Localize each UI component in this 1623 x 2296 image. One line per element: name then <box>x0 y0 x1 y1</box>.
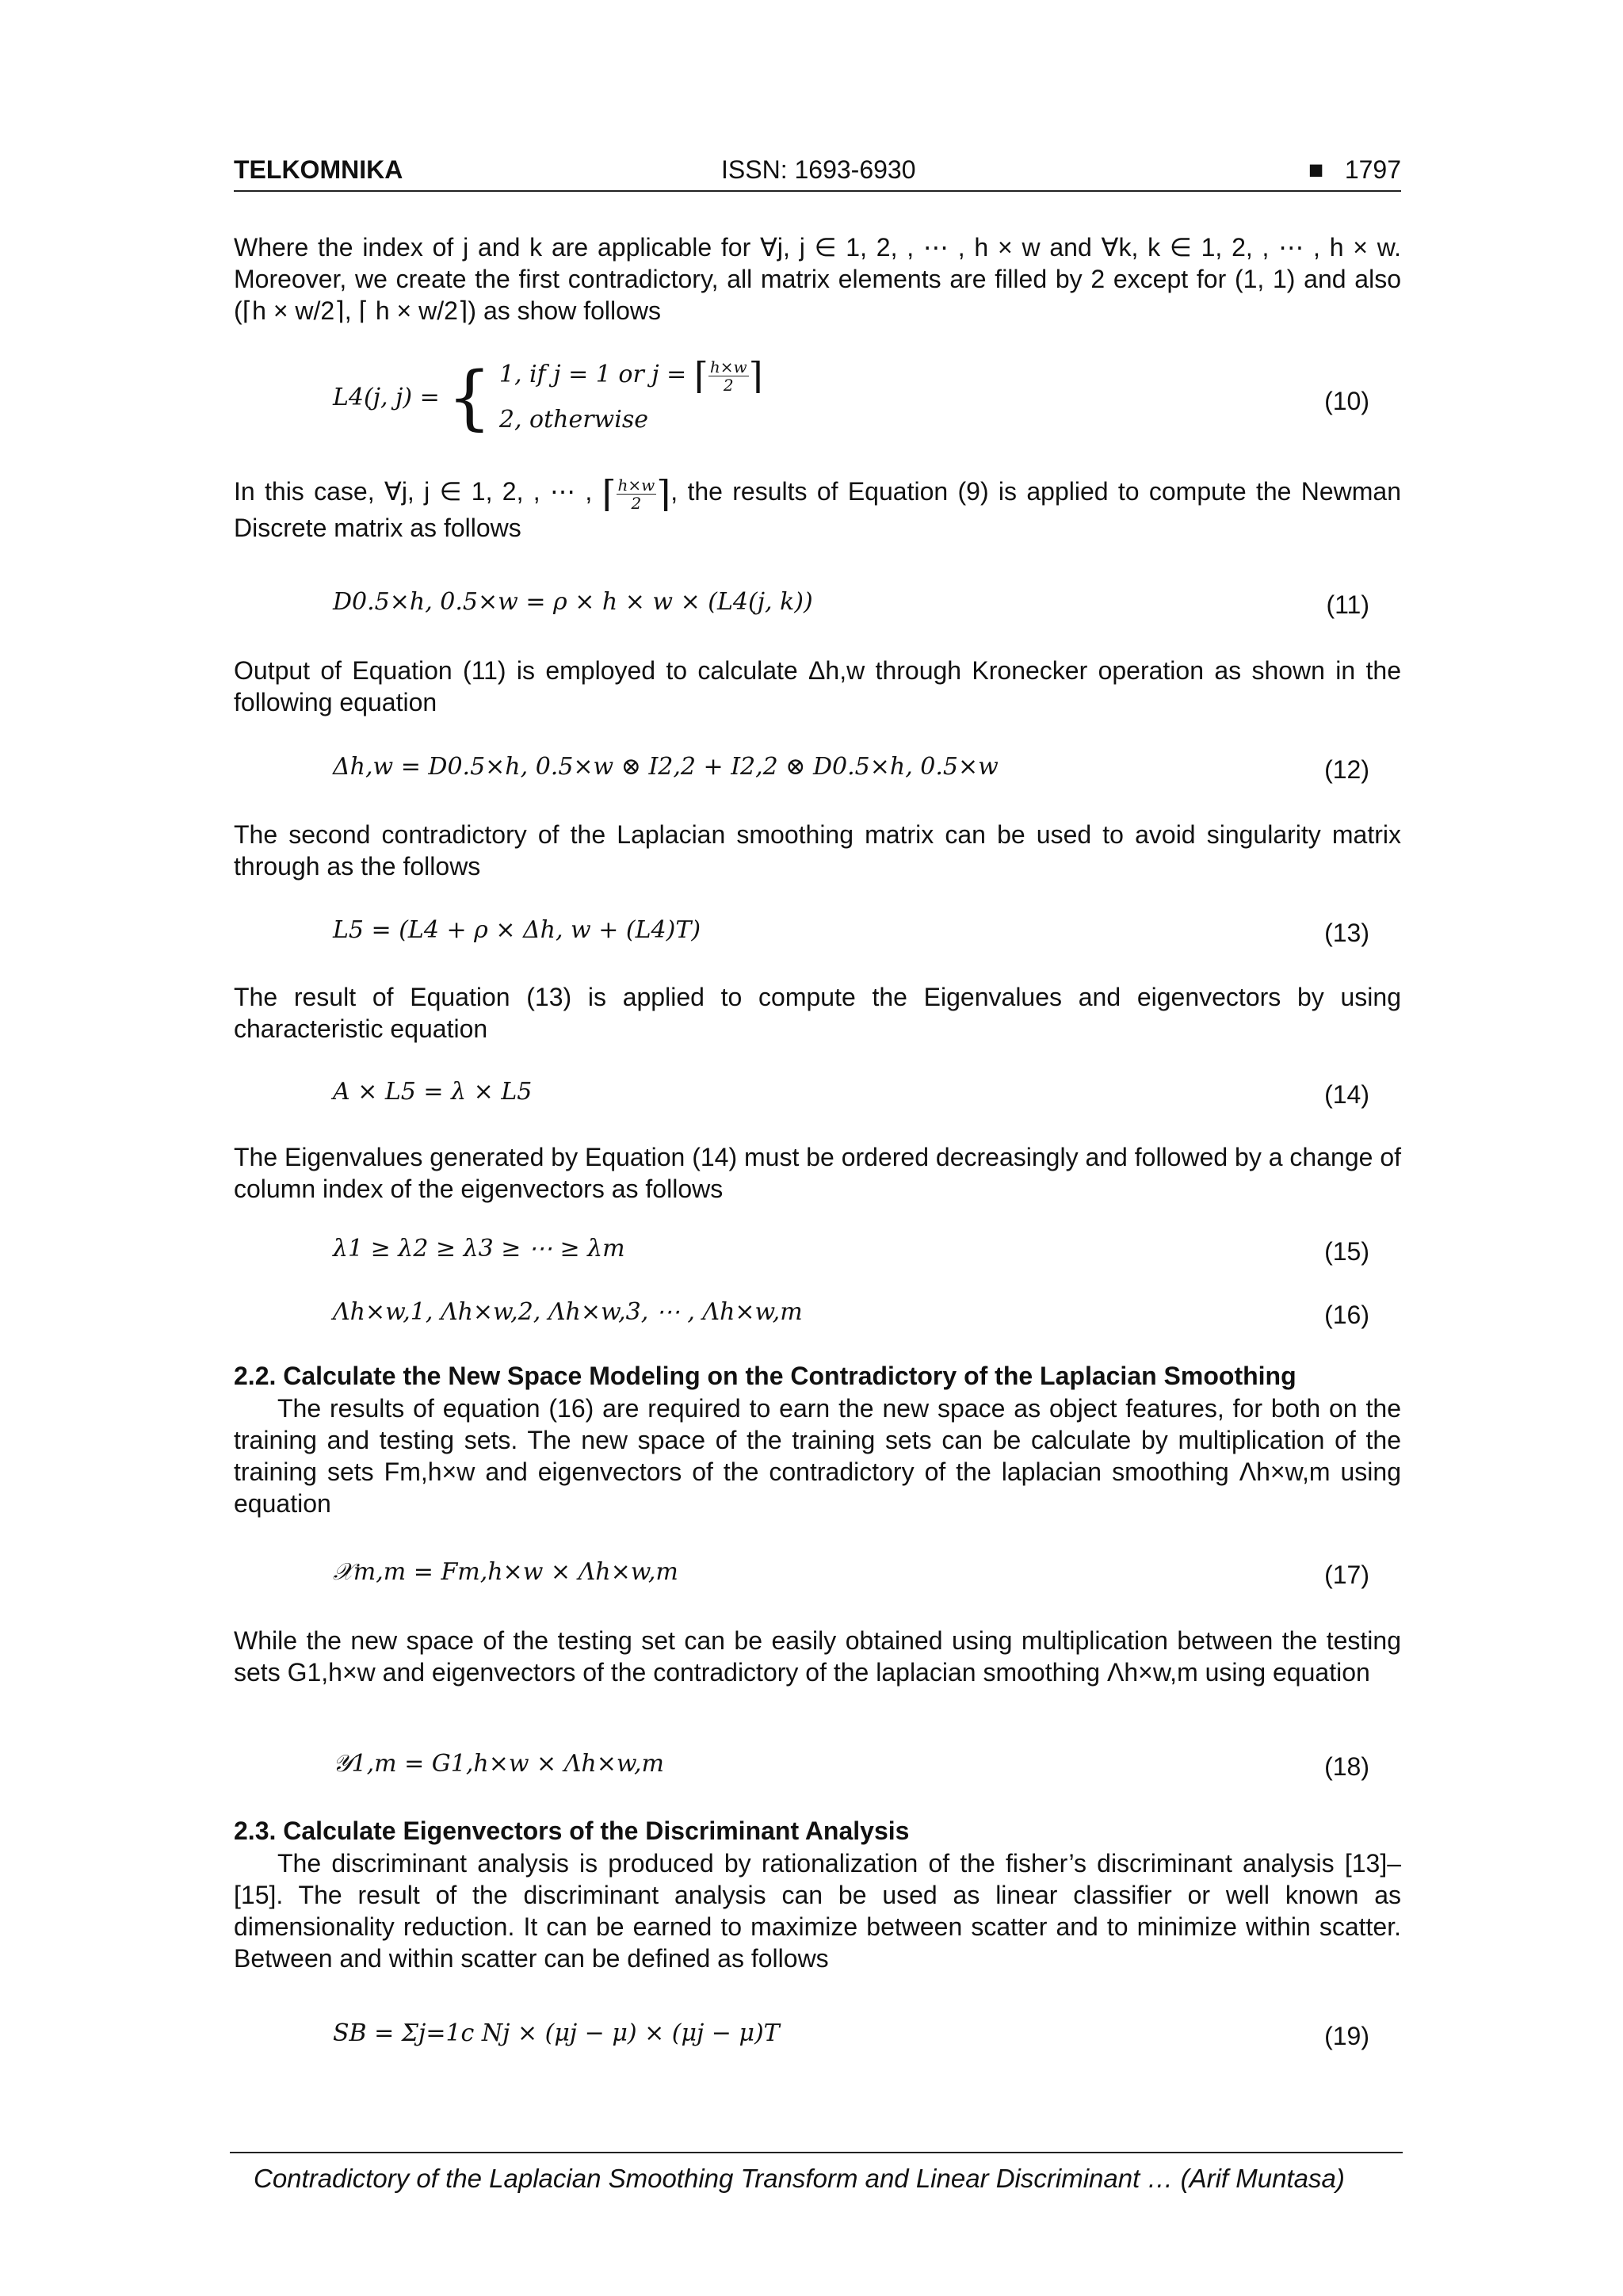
equation-13: L5 = (L4 + ρ × Δh, w + (L4)T) <box>333 916 701 944</box>
section-heading-2-3: 2.3. Calculate Eigenvectors of the Discriminant Analysis <box>234 1817 910 1845</box>
equation-10: L4(j, j) = { 1, if j = 1 or j = ⌈ $\frac{h\times w}{2}$ ⌉ 2, otherwise <box>333 354 763 438</box>
equation-number-18: (18) <box>1324 1752 1369 1781</box>
journal-name: TELKOMNIKA <box>234 155 403 184</box>
equation-number-10: (10) <box>1324 387 1369 415</box>
equation-number-12: (12) <box>1324 755 1369 784</box>
paragraph-6: The Eigenvalues generated by Equation (14) must be ordered decreasingly and followed by a change of column index of the eigenvectors as follows <box>234 1143 1401 1203</box>
footer-rule <box>230 2152 1403 2153</box>
equation-17: 𝒳m,m = Fm,h×w × Λh×w,m <box>333 1558 678 1586</box>
section-heading-2-2: 2.2. Calculate the New Space Modeling on the Contradictory of the Laplacian Smoothing <box>234 1362 1296 1390</box>
paragraph-5: The result of Equation (13) is applied to compute the Eigenvalues and eigenvectors by using characteristic equation <box>234 983 1401 1043</box>
paragraph-7: The results of equation (16) are required to earn the new space as object features, for both on the training and testing sets. The new space of the training sets can be calculate by multiplication of the training sets Fm,h×w and eigenvectors of the contradictory of the laplacian smoothing Λh×w,m using equation <box>234 1394 1401 1518</box>
paragraph-1: Where the index of j and k are applicable for ∀j, j ∈ 1, 2, , ⋯ , h × w and ∀k, k ∈ 1, 2, , ⋯ , h × w. Moreover, we create the first contradictory, all matrix elements are filled by 2 except for (1, 1) and also (⌈h × w/2⌉, ⌈ h × w/2⌉) as show follows <box>234 233 1401 325</box>
equation-16: Λh×w,1, Λh×w,2, Λh×w,3, ⋯ , Λh×w,m <box>333 1298 803 1326</box>
equation-number-14: (14) <box>1324 1080 1369 1109</box>
equation-18: 𝒴1,m = G1,h×w × Λh×w,m <box>333 1750 664 1778</box>
paragraph-2: In this case, ∀j, j ∈ 1, 2, , ⋯ , ⌈ $\frac{h\times w}{2}$ ⌉, the results of Equation (9) is applied to compute the Newman Discrete matrix as follows <box>234 472 1402 542</box>
equation-15: λ1 ≥ λ2 ≥ λ3 ≥ ⋯ ≥ λm <box>333 1235 625 1263</box>
equation-number-17: (17) <box>1324 1561 1369 1589</box>
equation-number-15: (15) <box>1324 1237 1369 1266</box>
equation-12: Δh,w = D0.5×h, 0.5×w ⊗ I2,2 + I2,2 ⊗ D0.5×h, 0.5×w <box>333 753 999 781</box>
equation-11: D0.5×h, 0.5×w = ρ × h × w × (L4(j, k)) <box>333 588 813 616</box>
paragraph-3: Output of Equation (11) is employed to calculate Δh,w through Kronecker operation as shown in the following equation <box>234 656 1401 716</box>
footer-text: Contradictory of the Laplacian Smoothing Transform and Linear Discriminant … (Arif Muntasa) <box>254 2164 1345 2193</box>
paragraph-9: The discriminant analysis is produced by rationalization of the fisher’s discriminant analysis [13]–[15]. The result of the discriminant analysis can be used as linear classifier or well known as dimensionality reduction. It can be earned to maximize between scatter and to minimize within scatter. Between and within scatter can be defined as follows <box>234 1849 1401 1973</box>
equation-number-13: (13) <box>1324 919 1369 947</box>
equation-number-11: (11) <box>1326 590 1369 619</box>
page-number: 1797 <box>1344 155 1401 184</box>
page-number-group <box>1308 155 1401 185</box>
equation-number-19: (19) <box>1324 2022 1369 2050</box>
header-rule <box>234 190 1401 192</box>
square-bullet-icon: ■ <box>1308 155 1324 184</box>
issn: ISSN: 1693-6930 <box>721 155 916 184</box>
paragraph-4: The second contradictory of the Laplacian smoothing matrix can be used to avoid singularity matrix through as the follows <box>234 820 1401 881</box>
paragraph-8: While the new space of the testing set can be easily obtained using multiplication between the testing sets G1,h×w and eigenvectors of the contradictory of the laplacian smoothing Λh×w,m using equation <box>234 1626 1401 1687</box>
equation-14: A × L5 = λ × L5 <box>333 1078 533 1106</box>
equation-19: SB = Σj=1c Nj × (μj − μ) × (μj − μ)T <box>333 2019 780 2047</box>
equation-number-16: (16) <box>1324 1301 1369 1329</box>
